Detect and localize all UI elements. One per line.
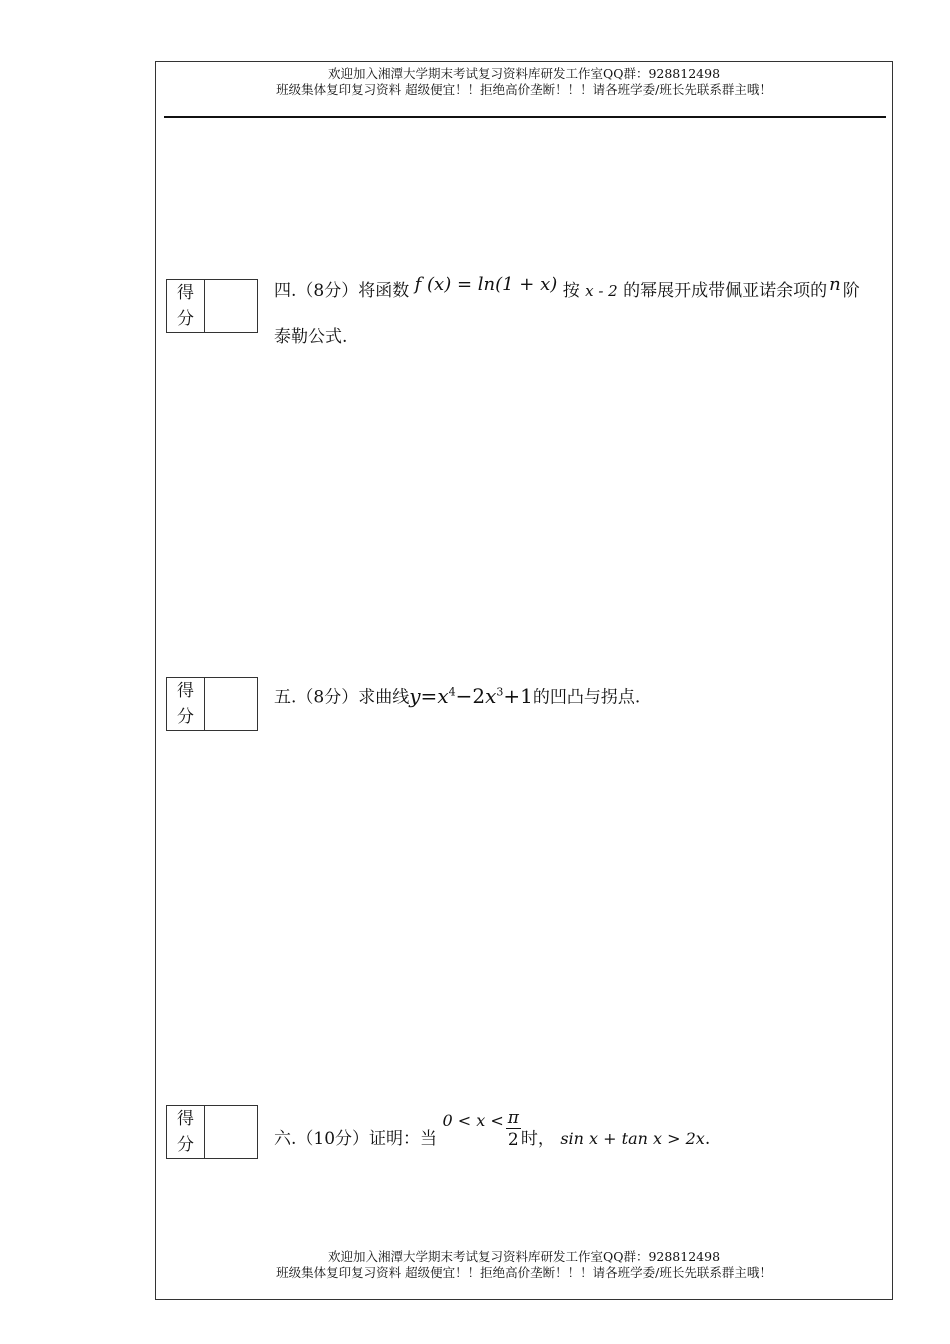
score-label-char-1: 得	[177, 283, 194, 303]
page-header	[156, 66, 892, 98]
score-label-char-2: 分	[177, 309, 194, 329]
q5-tail: +1	[503, 683, 533, 708]
q4-mid2: 的幂展开成带佩亚诺余项的	[623, 281, 828, 301]
q4-line2: 泰勒公式.	[274, 327, 348, 347]
score-label-char-2: 分	[177, 707, 194, 727]
q5-mid: −2	[455, 683, 486, 708]
q5-y: y	[409, 683, 421, 708]
score-box-q6	[166, 1105, 258, 1159]
score-label	[167, 280, 205, 332]
page-footer	[156, 1249, 892, 1281]
question-6	[274, 1108, 711, 1161]
score-label-char-2: 分	[177, 1135, 194, 1155]
q5-exp2: 3	[496, 685, 504, 698]
q5-exp1: 4	[448, 685, 456, 698]
q4-expand-point: x - 2	[585, 282, 618, 300]
score-entry-field[interactable]	[205, 678, 257, 730]
score-label	[167, 678, 205, 730]
q4-order-var: n	[829, 274, 841, 295]
q4-formula: f (x) = ln(1 + x)	[414, 274, 558, 295]
q5-prefix: 五.（8分）求曲线	[274, 687, 410, 708]
header-divider	[164, 116, 886, 118]
score-box-q4	[166, 279, 258, 333]
q5-formula	[409, 684, 533, 708]
header-line-1: 欢迎加入湘潭大学期末考试复习资料库研发工作室QQ群：928812498	[327, 66, 721, 81]
score-box-q5	[166, 677, 258, 731]
score-entry-field[interactable]	[205, 1106, 257, 1158]
q6-mid: 时，	[520, 1129, 555, 1149]
header-line-2: 班级集体复印复习资料 超级便宜！！拒绝高价垄断！！！请各班学委/班长先联系群主哦！	[276, 82, 772, 97]
q5-suffix: 的凹凸与拐点.	[532, 687, 641, 708]
question-4	[274, 274, 860, 349]
footer-line-2: 班级集体复印复习资料 超级便宜！！拒绝高价垄断！！！请各班学委/班长先联系群主哦！	[276, 1265, 772, 1280]
q4-mid1: 按	[562, 281, 580, 301]
q4-prefix: 四.（8分）将函数	[274, 281, 410, 301]
exam-page	[155, 61, 893, 1300]
q5-x1: x	[437, 683, 449, 708]
score-label-char-1: 得	[177, 1109, 194, 1129]
q5-x2: x	[485, 683, 497, 708]
q6-condition: 0 < x <	[442, 1111, 504, 1130]
q6-fraction	[506, 1108, 521, 1151]
q6-inequality: sin x + tan x > 2x	[560, 1129, 705, 1148]
q6-frac-num: π	[507, 1108, 519, 1128]
q6-end: .	[704, 1129, 711, 1149]
question-5	[274, 680, 640, 710]
q6-prefix: 六.（10分）证明：当	[274, 1129, 438, 1149]
score-entry-field[interactable]	[205, 280, 257, 332]
footer-line-1: 欢迎加入湘潭大学期末考试复习资料库研发工作室QQ群：928812498	[327, 1249, 721, 1264]
q6-frac-den: 2	[507, 1130, 519, 1150]
q4-suffix: 阶	[842, 281, 860, 301]
score-label-char-1: 得	[177, 681, 194, 701]
score-label	[167, 1106, 205, 1158]
q5-eq: =	[420, 683, 438, 708]
